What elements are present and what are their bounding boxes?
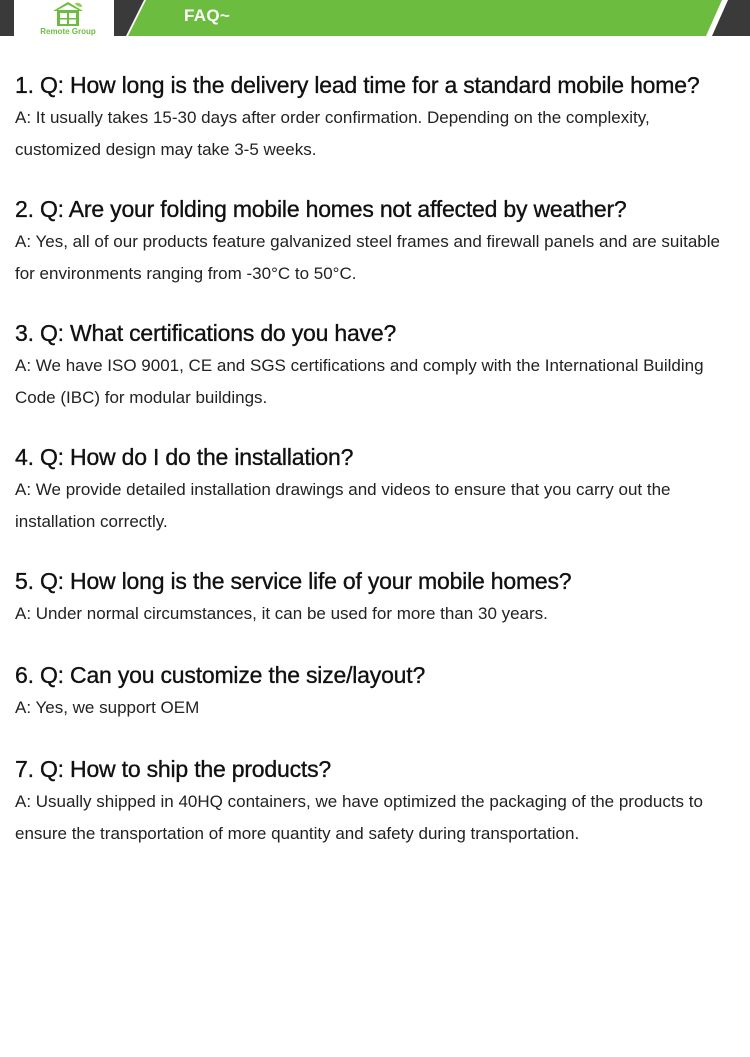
faq-question: 3. Q: What certifications do you have? [15, 320, 397, 346]
faq-question: 6. Q: Can you customize the size/layout? [15, 662, 426, 688]
faq-question: 2. Q: Are your folding mobile homes not affected by weather? [15, 196, 627, 222]
faq-list [15, 70, 740, 878]
faq-header-banner [0, 0, 750, 36]
faq-item [15, 194, 740, 290]
faq-answer: A: It usually takes 15-30 days after order confirmation. Depending on the complexity, customized design may take 3-5 weeks. [15, 108, 650, 159]
faq-item [15, 754, 740, 850]
faq-answer: A: Yes, we support OEM [15, 698, 200, 717]
faq-answer: A: We have ISO 9001, CE and SGS certifications and comply with the International Building Code (IBC) for modular buildings. [15, 356, 704, 407]
faq-question: 1. Q: How long is the delivery lead time for a standard mobile home? [15, 72, 700, 98]
faq-answer: A: Yes, all of our products feature galvanized steel frames and firewall panels and are suitable for environments ranging from -30°C to 50°C. [15, 232, 720, 283]
faq-answer: A: Usually shipped in 40HQ containers, we have optimized the packaging of the products to ensure the transportation of more quantity and safety during transportation. [15, 792, 703, 843]
logo-text: Remote Group [40, 27, 96, 36]
faq-question: 4. Q: How do I do the installation? [15, 444, 354, 470]
faq-item [15, 442, 740, 538]
faq-item [15, 318, 740, 414]
faq-question: 7. Q: How to ship the products? [15, 756, 331, 782]
banner-background [0, 0, 750, 36]
house-logo-icon [51, 1, 85, 27]
faq-answer: A: Under normal circumstances, it can be used for more than 30 years. [15, 604, 548, 623]
faq-item [15, 660, 740, 724]
banner-title: FAQ~ [184, 6, 231, 25]
faq-item [15, 70, 740, 166]
faq-question: 5. Q: How long is the service life of your mobile homes? [15, 568, 572, 594]
faq-answer: A: We provide detailed installation drawings and videos to ensure that you carry out the installation correctly. [15, 480, 671, 531]
faq-item [15, 566, 740, 630]
company-logo [38, 1, 98, 35]
